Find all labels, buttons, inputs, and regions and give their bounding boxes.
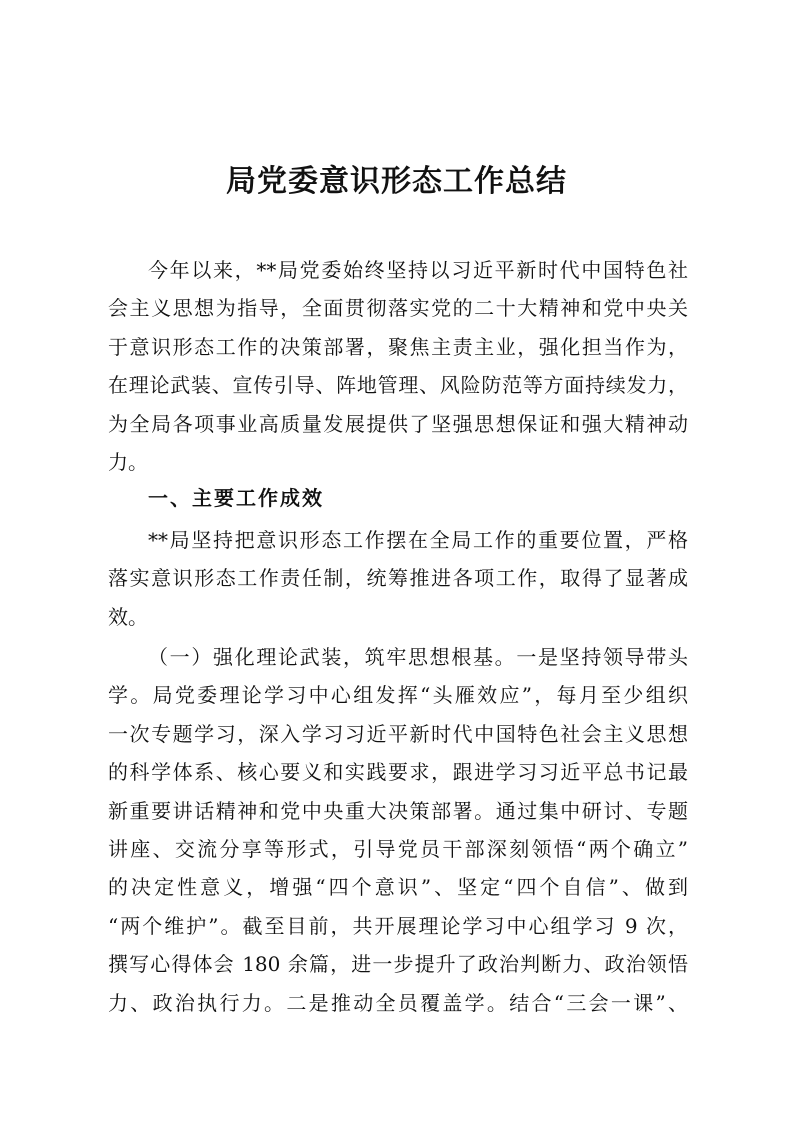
text-line: 今年以来，**局党委始终坚持以习近平新时代中国特色社 <box>148 258 688 282</box>
text-line: 效。 <box>108 604 148 629</box>
text-line: 的科学体系、核心要义和实践要求，跟进学习习近平总书记最 <box>108 760 688 785</box>
text-line: 讲座、交流分享等形式，引导党员干部深刻领悟“两个确立” <box>108 836 688 861</box>
text-line: 的决定性意义，增强“四个意识”、坚定“四个自信”、做到 <box>108 875 688 900</box>
section-heading: 一、主要工作成效 <box>148 486 324 510</box>
text-line: 一次专题学习，深入学习习近平新时代中国特色社会主义思想 <box>108 721 688 746</box>
text-line: 力、政治执行力。二是推动全员覆盖学。结合“三会一课”、 <box>108 990 688 1015</box>
text-line: （一）强化理论武装，筑牢思想根基。一是坚持领导带头 <box>148 645 688 669</box>
text-line: 学。局党委理论学习中心组发挥“头雁效应”，每月至少组织 <box>108 683 688 708</box>
text-line: 力。 <box>108 449 148 474</box>
text-line: 在理论武装、宣传引导、阵地管理、风险防范等方面持续发力， <box>108 373 688 398</box>
text-line: 新重要讲话精神和党中央重大决策部署。通过集中研讨、专题 <box>108 798 688 823</box>
text-line: 撰写心得体会 180 余篇，进一步提升了政治判断力、政治领悟 <box>108 952 688 977</box>
document-title: 局党委意识形态工作总结 <box>226 164 567 199</box>
text-line: 落实意识形态工作责任制，统筹推进各项工作，取得了显著成 <box>108 566 688 591</box>
text-line: 会主义思想为指导，全面贯彻落实党的二十大精神和党中央关 <box>108 296 688 321</box>
subsection-paragraph <box>108 638 688 1022</box>
text-line: “两个维护”。截至目前，共开展理论学习中心组学习 9 次， <box>108 913 688 938</box>
text-line: 于意识形态工作的决策部署，聚焦主责主业，强化担当作为， <box>108 334 688 359</box>
text-line: **局坚持把意识形态工作摆在全局工作的重要位置，严格 <box>148 528 688 552</box>
intro-paragraph <box>108 251 688 481</box>
text-line: 为全局各项事业高质量发展提供了坚强思想保证和强大精神动 <box>108 411 688 436</box>
section-intro-paragraph <box>108 521 688 636</box>
